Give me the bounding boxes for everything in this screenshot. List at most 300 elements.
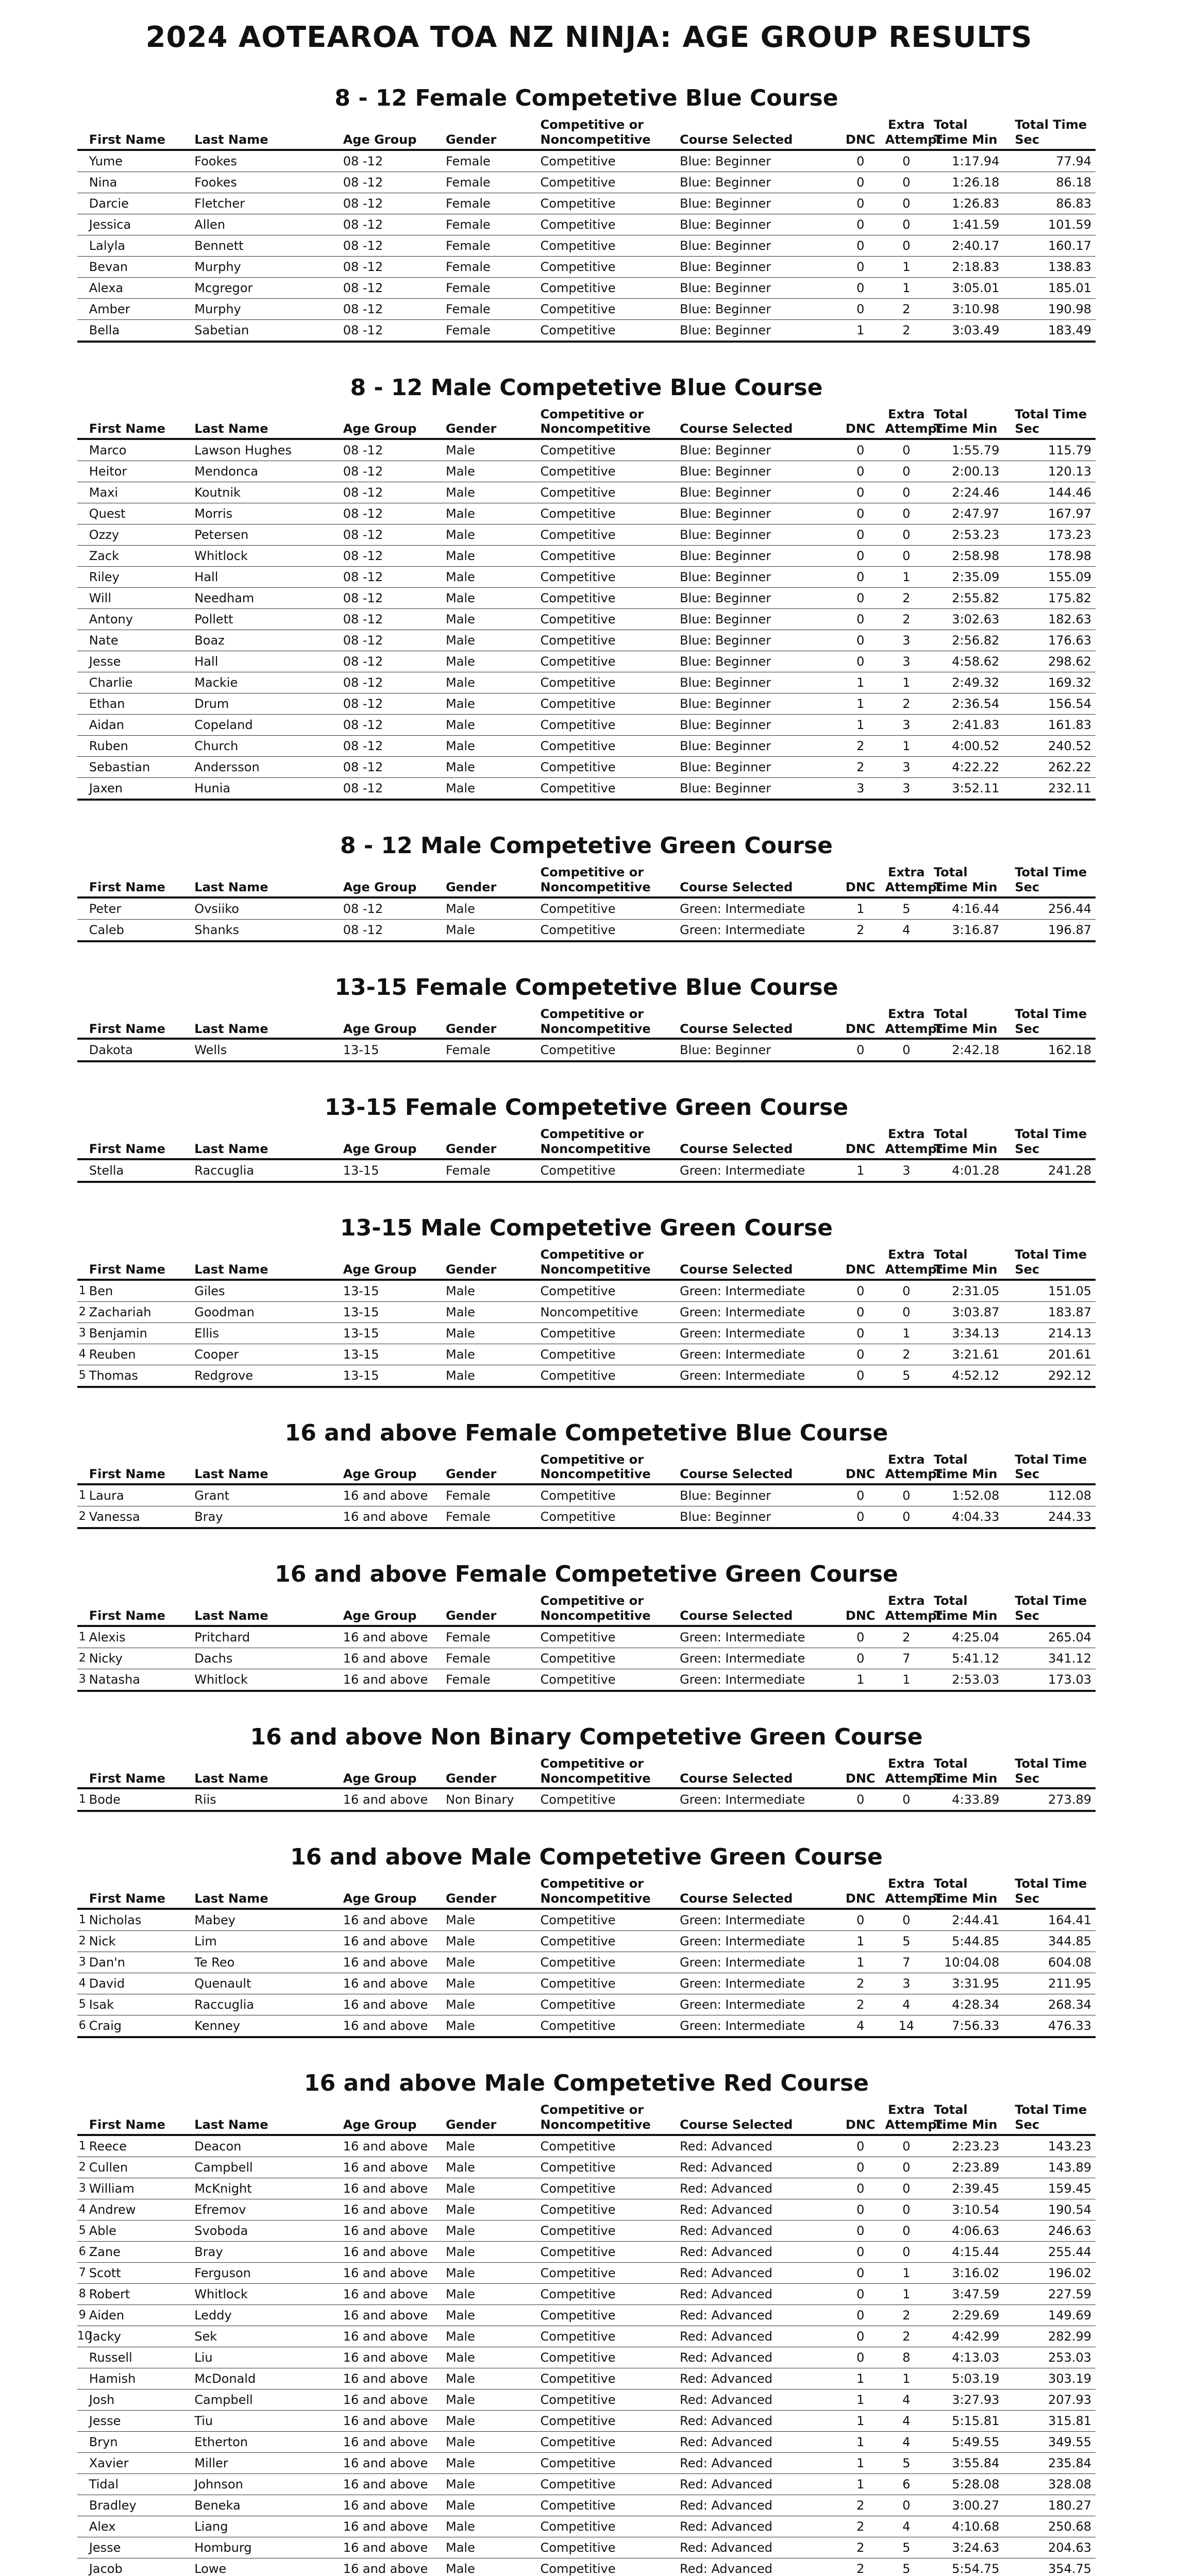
total-time-min-cell: 4:04.33 xyxy=(931,1506,1012,1529)
rank-cell xyxy=(77,2389,86,2410)
extra-attempt-cell: 0 xyxy=(882,214,931,235)
dnc-cell: 1 xyxy=(839,2389,882,2410)
gender-cell: Female xyxy=(443,277,537,298)
rank-cell: 1 xyxy=(77,1909,86,1931)
first-name-cell: Alex xyxy=(86,2516,192,2537)
gender-cell: Male xyxy=(443,461,537,482)
age-group-cell: 08 -12 xyxy=(340,897,443,920)
total-time-min-cell: 5:28.08 xyxy=(931,2473,1012,2495)
header-row xyxy=(77,1874,1096,1909)
first-name-cell: Charlie xyxy=(86,672,192,693)
total-time-sec-cell: 292.12 xyxy=(1012,1365,1096,1387)
rank-cell xyxy=(77,2347,86,2368)
column-header-gender: Gender xyxy=(443,1754,537,1789)
table-row xyxy=(77,214,1096,235)
course-cell: Red: Advanced xyxy=(677,2558,839,2576)
dnc-cell: 2 xyxy=(839,757,882,778)
course-cell: Red: Advanced xyxy=(677,2135,839,2157)
dnc-cell: 0 xyxy=(839,235,882,256)
results-table xyxy=(77,2100,1096,2576)
total-time-min-cell: 2:31.05 xyxy=(931,1280,1012,1302)
table-row xyxy=(77,2368,1096,2389)
total-time-min-cell: 5:15.81 xyxy=(931,2410,1012,2431)
extra-attempt-cell: 2 xyxy=(882,1626,931,1648)
age-group-cell: 08 -12 xyxy=(340,150,443,172)
first-name-cell: Zack xyxy=(86,546,192,567)
dnc-cell: 0 xyxy=(839,2220,882,2241)
last-name-cell: Lim xyxy=(191,1930,340,1952)
table-row xyxy=(77,235,1096,256)
column-header-tsec: Total Time Sec xyxy=(1012,1754,1096,1789)
first-name-cell: Bradley xyxy=(86,2495,192,2516)
dnc-cell: 0 xyxy=(839,1506,882,1529)
course-cell: Blue: Beginner xyxy=(677,214,839,235)
gender-cell: Male xyxy=(443,1280,537,1302)
rank-cell: 1 xyxy=(77,2135,86,2157)
course-cell: Blue: Beginner xyxy=(677,1506,839,1529)
competitive-cell: Competitive xyxy=(537,630,677,651)
column-header-age: Age Group xyxy=(340,1450,443,1485)
competitive-cell: Competitive xyxy=(537,736,677,757)
competitive-cell: Noncompetitive xyxy=(537,1301,677,1323)
course-cell: Blue: Beginner xyxy=(677,672,839,693)
total-time-sec-cell: 204.63 xyxy=(1012,2537,1096,2558)
column-header-gender: Gender xyxy=(443,863,537,897)
dnc-cell: 3 xyxy=(839,778,882,800)
total-time-min-cell: 2:24.46 xyxy=(931,482,1012,503)
rank-cell xyxy=(77,2537,86,2558)
last-name-cell: Mackie xyxy=(191,672,340,693)
age-group-cell: 16 and above xyxy=(340,1909,443,1931)
rank-cell xyxy=(77,235,86,256)
column-header-age: Age Group xyxy=(340,1005,443,1039)
total-time-sec-cell: 143.23 xyxy=(1012,2135,1096,2157)
column-header-extra: Extra Attempt xyxy=(882,1874,931,1909)
total-time-min-cell: 1:52.08 xyxy=(931,1484,1012,1506)
results-section xyxy=(77,1094,1096,1183)
document-title: 2024 AOTEAROA TOA NZ NINJA: AGE GROUP RESULTS xyxy=(145,21,1033,54)
first-name-cell: Alexa xyxy=(86,277,192,298)
age-group-cell: 08 -12 xyxy=(340,693,443,715)
total-time-min-cell: 2:55.82 xyxy=(931,588,1012,609)
results-table xyxy=(77,1591,1096,1692)
column-header-tmin: Total Time Min xyxy=(931,405,1012,439)
column-header-last: Last Name xyxy=(191,1005,340,1039)
dnc-cell: 2 xyxy=(839,919,882,941)
last-name-cell: Boaz xyxy=(191,630,340,651)
course-cell: Red: Advanced xyxy=(677,2473,839,2495)
age-group-cell: 08 -12 xyxy=(340,172,443,193)
extra-attempt-cell: 1 xyxy=(882,256,931,277)
table-row xyxy=(77,2199,1096,2220)
rank-header xyxy=(77,1450,86,1485)
total-time-min-cell: 2:47.97 xyxy=(931,503,1012,524)
extra-attempt-cell: 0 xyxy=(882,461,931,482)
last-name-cell: Grant xyxy=(191,1484,340,1506)
extra-attempt-cell: 2 xyxy=(882,609,931,630)
age-group-cell: 08 -12 xyxy=(340,298,443,319)
dnc-cell: 0 xyxy=(839,150,882,172)
extra-attempt-cell: 4 xyxy=(882,2431,931,2452)
last-name-cell: Giles xyxy=(191,1280,340,1302)
dnc-cell: 1 xyxy=(839,2452,882,2473)
dnc-cell: 1 xyxy=(839,1669,882,1691)
last-name-cell: Leddy xyxy=(191,2304,340,2326)
table-row xyxy=(77,1039,1096,1061)
rank-cell: 5 xyxy=(77,1365,86,1387)
dnc-cell: 0 xyxy=(839,439,882,461)
rank-cell xyxy=(77,439,86,461)
last-name-cell: Goodman xyxy=(191,1301,340,1323)
competitive-cell: Competitive xyxy=(537,2537,677,2558)
last-name-cell: Church xyxy=(191,736,340,757)
age-group-cell: 16 and above xyxy=(340,2241,443,2262)
rank-header xyxy=(77,1125,86,1159)
column-header-tmin: Total Time Min xyxy=(931,1005,1012,1039)
first-name-cell: Aiden xyxy=(86,2304,192,2326)
dnc-cell: 4 xyxy=(839,2015,882,2037)
total-time-sec-cell: 162.18 xyxy=(1012,1039,1096,1061)
gender-cell: Male xyxy=(443,2220,537,2241)
dnc-cell: 0 xyxy=(839,1344,882,1365)
results-table xyxy=(77,1005,1096,1063)
total-time-sec-cell: 240.52 xyxy=(1012,736,1096,757)
last-name-cell: Pollett xyxy=(191,609,340,630)
total-time-sec-cell: 344.85 xyxy=(1012,1930,1096,1952)
course-cell: Green: Intermediate xyxy=(677,1159,839,1182)
age-group-cell: 08 -12 xyxy=(340,193,443,214)
gender-cell: Male xyxy=(443,2558,537,2576)
age-group-cell: 16 and above xyxy=(340,2199,443,2220)
gender-cell: Male xyxy=(443,1909,537,1931)
column-header-gender: Gender xyxy=(443,115,537,150)
section-title: 16 and above Non Binary Competetive Green Course xyxy=(250,1723,923,1750)
column-header-tmin: Total Time Min xyxy=(931,1591,1012,1626)
course-cell: Blue: Beginner xyxy=(677,778,839,800)
results-table xyxy=(77,863,1096,942)
header-row xyxy=(77,1005,1096,1039)
total-time-min-cell: 4:15.44 xyxy=(931,2241,1012,2262)
first-name-cell: Jacob xyxy=(86,2558,192,2576)
first-name-cell: David xyxy=(86,1973,192,1994)
column-header-competitive: Competitive or Noncompetitive xyxy=(537,1874,677,1909)
dnc-cell: 0 xyxy=(839,1648,882,1669)
total-time-min-cell: 3:05.01 xyxy=(931,277,1012,298)
total-time-sec-cell: 151.05 xyxy=(1012,1280,1096,1302)
last-name-cell: Ellis xyxy=(191,1323,340,1344)
course-cell: Red: Advanced xyxy=(677,2199,839,2220)
column-header-dnc: DNC xyxy=(839,863,882,897)
first-name-cell: Scott xyxy=(86,2262,192,2283)
last-name-cell: Shanks xyxy=(191,919,340,941)
first-name-cell: Marco xyxy=(86,439,192,461)
dnc-cell: 0 xyxy=(839,298,882,319)
extra-attempt-cell: 0 xyxy=(882,1280,931,1302)
course-cell: Blue: Beginner xyxy=(677,256,839,277)
table-row xyxy=(77,2495,1096,2516)
age-group-cell: 13-15 xyxy=(340,1301,443,1323)
age-group-cell: 16 and above xyxy=(340,1973,443,1994)
results-table xyxy=(77,1245,1096,1388)
course-cell: Blue: Beginner xyxy=(677,693,839,715)
first-name-cell: Natasha xyxy=(86,1669,192,1691)
total-time-min-cell: 2:40.17 xyxy=(931,235,1012,256)
results-section xyxy=(77,2070,1096,2576)
dnc-cell: 0 xyxy=(839,630,882,651)
competitive-cell: Competitive xyxy=(537,482,677,503)
dnc-cell: 0 xyxy=(839,546,882,567)
gender-cell: Male xyxy=(443,2304,537,2326)
first-name-cell: Tidal xyxy=(86,2473,192,2495)
gender-cell: Male xyxy=(443,1973,537,1994)
table-row xyxy=(77,757,1096,778)
dnc-cell: 2 xyxy=(839,2558,882,2576)
total-time-min-cell: 4:28.34 xyxy=(931,1994,1012,2015)
last-name-cell: Miller xyxy=(191,2452,340,2473)
column-header-tsec: Total Time Sec xyxy=(1012,405,1096,439)
column-header-competitive: Competitive or Noncompetitive xyxy=(537,2100,677,2135)
gender-cell: Male xyxy=(443,1365,537,1387)
column-header-extra: Extra Attempt xyxy=(882,1591,931,1626)
rank-cell: 3 xyxy=(77,1952,86,1973)
competitive-cell: Competitive xyxy=(537,2135,677,2157)
gender-cell: Male xyxy=(443,1301,537,1323)
column-header-extra: Extra Attempt xyxy=(882,863,931,897)
course-cell: Blue: Beginner xyxy=(677,736,839,757)
column-header-tmin: Total Time Min xyxy=(931,1754,1012,1789)
extra-attempt-cell: 5 xyxy=(882,2452,931,2473)
column-header-extra: Extra Attempt xyxy=(882,405,931,439)
first-name-cell: Able xyxy=(86,2220,192,2241)
total-time-sec-cell: 255.44 xyxy=(1012,2241,1096,2262)
total-time-min-cell: 2:23.89 xyxy=(931,2157,1012,2178)
column-header-competitive: Competitive or Noncompetitive xyxy=(537,1450,677,1485)
total-time-sec-cell: 227.59 xyxy=(1012,2283,1096,2304)
first-name-cell: Will xyxy=(86,588,192,609)
header-row xyxy=(77,863,1096,897)
column-header-tmin: Total Time Min xyxy=(931,115,1012,150)
table-row xyxy=(77,2157,1096,2178)
rank-cell xyxy=(77,461,86,482)
competitive-cell: Competitive xyxy=(537,439,677,461)
table-row xyxy=(77,2473,1096,2495)
section-title: 13-15 Female Competetive Blue Course xyxy=(334,974,838,1001)
last-name-cell: Petersen xyxy=(191,524,340,546)
rank-cell xyxy=(77,2558,86,2576)
column-header-last: Last Name xyxy=(191,1245,340,1280)
extra-attempt-cell: 3 xyxy=(882,757,931,778)
total-time-sec-cell: 176.63 xyxy=(1012,630,1096,651)
gender-cell: Female xyxy=(443,1626,537,1648)
last-name-cell: Ferguson xyxy=(191,2262,340,2283)
rank-cell: 3 xyxy=(77,1669,86,1691)
competitive-cell: Competitive xyxy=(537,2015,677,2037)
course-cell: Red: Advanced xyxy=(677,2347,839,2368)
competitive-cell: Competitive xyxy=(537,2368,677,2389)
total-time-min-cell: 5:41.12 xyxy=(931,1648,1012,1669)
section-title: 13-15 Male Competetive Green Course xyxy=(340,1214,833,1241)
age-group-cell: 13-15 xyxy=(340,1280,443,1302)
extra-attempt-cell: 0 xyxy=(882,482,931,503)
total-time-min-cell: 2:18.83 xyxy=(931,256,1012,277)
last-name-cell: Mabey xyxy=(191,1909,340,1931)
rank-cell: 3 xyxy=(77,1323,86,1344)
dnc-cell: 0 xyxy=(839,2326,882,2347)
course-cell: Blue: Beginner xyxy=(677,503,839,524)
last-name-cell: Quenault xyxy=(191,1973,340,1994)
total-time-sec-cell: 101.59 xyxy=(1012,214,1096,235)
age-group-cell: 13-15 xyxy=(340,1365,443,1387)
rank-cell xyxy=(77,897,86,920)
total-time-min-cell: 1:26.83 xyxy=(931,193,1012,214)
rank-cell xyxy=(77,546,86,567)
dnc-cell: 0 xyxy=(839,277,882,298)
rank-cell: 1 xyxy=(77,1280,86,1302)
competitive-cell: Competitive xyxy=(537,2473,677,2495)
first-name-cell: Sebastian xyxy=(86,757,192,778)
total-time-min-cell: 3:10.98 xyxy=(931,298,1012,319)
column-header-first: First Name xyxy=(86,1874,192,1909)
extra-attempt-cell: 0 xyxy=(882,235,931,256)
course-cell: Green: Intermediate xyxy=(677,1669,839,1691)
course-cell: Blue: Beginner xyxy=(677,1484,839,1506)
total-time-sec-cell: 341.12 xyxy=(1012,1648,1096,1669)
last-name-cell: Hall xyxy=(191,567,340,588)
rank-cell xyxy=(77,172,86,193)
total-time-sec-cell: 273.89 xyxy=(1012,1788,1096,1811)
extra-attempt-cell: 0 xyxy=(882,2178,931,2199)
table-row xyxy=(77,1669,1096,1691)
extra-attempt-cell: 0 xyxy=(882,193,931,214)
total-time-min-cell: 1:26.18 xyxy=(931,172,1012,193)
gender-cell: Male xyxy=(443,609,537,630)
first-name-cell: Ethan xyxy=(86,693,192,715)
table-row xyxy=(77,1930,1096,1952)
first-name-cell: Bevan xyxy=(86,256,192,277)
column-header-gender: Gender xyxy=(443,2100,537,2135)
first-name-cell: Nicholas xyxy=(86,1909,192,1931)
results-section xyxy=(77,1561,1096,1692)
first-name-cell: Zane xyxy=(86,2241,192,2262)
table-row xyxy=(77,1323,1096,1344)
rank-cell: 4 xyxy=(77,1973,86,1994)
dnc-cell: 2 xyxy=(839,736,882,757)
dnc-cell: 0 xyxy=(839,461,882,482)
gender-cell: Male xyxy=(443,630,537,651)
rank-cell xyxy=(77,256,86,277)
column-header-first: First Name xyxy=(86,1245,192,1280)
total-time-sec-cell: 178.98 xyxy=(1012,546,1096,567)
column-header-dnc: DNC xyxy=(839,1245,882,1280)
last-name-cell: Allen xyxy=(191,214,340,235)
total-time-min-cell: 1:55.79 xyxy=(931,439,1012,461)
table-row xyxy=(77,588,1096,609)
rank-cell: 4 xyxy=(77,1344,86,1365)
competitive-cell: Competitive xyxy=(537,897,677,920)
competitive-cell: Competitive xyxy=(537,2410,677,2431)
column-header-extra: Extra Attempt xyxy=(882,1005,931,1039)
first-name-cell: Jesse xyxy=(86,2537,192,2558)
total-time-min-cell: 2:53.03 xyxy=(931,1669,1012,1691)
course-cell: Green: Intermediate xyxy=(677,1952,839,1973)
total-time-min-cell: 4:22.22 xyxy=(931,757,1012,778)
column-header-tsec: Total Time Sec xyxy=(1012,1245,1096,1280)
course-cell: Blue: Beginner xyxy=(677,567,839,588)
total-time-min-cell: 5:49.55 xyxy=(931,2431,1012,2452)
last-name-cell: Lawson Hughes xyxy=(191,439,340,461)
first-name-cell: Reuben xyxy=(86,1344,192,1365)
age-group-cell: 16 and above xyxy=(340,2473,443,2495)
column-header-course: Course Selected xyxy=(677,863,839,897)
course-cell: Green: Intermediate xyxy=(677,1365,839,1387)
last-name-cell: Bray xyxy=(191,2241,340,2262)
column-header-gender: Gender xyxy=(443,1005,537,1039)
column-header-last: Last Name xyxy=(191,1874,340,1909)
column-header-dnc: DNC xyxy=(839,1125,882,1159)
column-header-tsec: Total Time Sec xyxy=(1012,1874,1096,1909)
last-name-cell: Kenney xyxy=(191,2015,340,2037)
course-cell: Red: Advanced xyxy=(677,2495,839,2516)
last-name-cell: Raccuglia xyxy=(191,1994,340,2015)
column-header-competitive: Competitive or Noncompetitive xyxy=(537,115,677,150)
extra-attempt-cell: 3 xyxy=(882,1159,931,1182)
table-row xyxy=(77,524,1096,546)
age-group-cell: 08 -12 xyxy=(340,482,443,503)
age-group-cell: 16 and above xyxy=(340,2452,443,2473)
dnc-cell: 0 xyxy=(839,172,882,193)
results-section xyxy=(77,974,1096,1063)
dnc-cell: 0 xyxy=(839,2304,882,2326)
column-header-first: First Name xyxy=(86,2100,192,2135)
column-header-first: First Name xyxy=(86,1754,192,1789)
gender-cell: Male xyxy=(443,2368,537,2389)
dnc-cell: 1 xyxy=(839,2410,882,2431)
table-row xyxy=(77,256,1096,277)
table-row xyxy=(77,2135,1096,2157)
column-header-competitive: Competitive or Noncompetitive xyxy=(537,863,677,897)
dnc-cell: 1 xyxy=(839,672,882,693)
column-header-course: Course Selected xyxy=(677,1874,839,1909)
course-cell: Blue: Beginner xyxy=(677,1039,839,1061)
last-name-cell: Copeland xyxy=(191,715,340,736)
first-name-cell: Robert xyxy=(86,2283,192,2304)
age-group-cell: 08 -12 xyxy=(340,214,443,235)
rank-cell xyxy=(77,2368,86,2389)
extra-attempt-cell: 2 xyxy=(882,588,931,609)
course-cell: Blue: Beginner xyxy=(677,630,839,651)
total-time-min-cell: 2:29.69 xyxy=(931,2304,1012,2326)
course-cell: Green: Intermediate xyxy=(677,919,839,941)
results-section xyxy=(77,833,1096,942)
last-name-cell: Campbell xyxy=(191,2157,340,2178)
course-cell: Green: Intermediate xyxy=(677,1648,839,1669)
dnc-cell: 0 xyxy=(839,2262,882,2283)
gender-cell: Male xyxy=(443,2157,537,2178)
extra-attempt-cell: 1 xyxy=(882,277,931,298)
first-name-cell: Nick xyxy=(86,1930,192,1952)
total-time-sec-cell: 241.28 xyxy=(1012,1159,1096,1182)
competitive-cell: Competitive xyxy=(537,2157,677,2178)
course-cell: Red: Advanced xyxy=(677,2178,839,2199)
section-title: 8 - 12 Female Competetive Blue Course xyxy=(334,85,838,111)
total-time-sec-cell: 167.97 xyxy=(1012,503,1096,524)
total-time-sec-cell: 190.98 xyxy=(1012,298,1096,319)
total-time-sec-cell: 164.41 xyxy=(1012,1909,1096,1931)
total-time-min-cell: 3:55.84 xyxy=(931,2452,1012,2473)
competitive-cell: Competitive xyxy=(537,1930,677,1952)
competitive-cell: Competitive xyxy=(537,235,677,256)
column-header-course: Course Selected xyxy=(677,1754,839,1789)
